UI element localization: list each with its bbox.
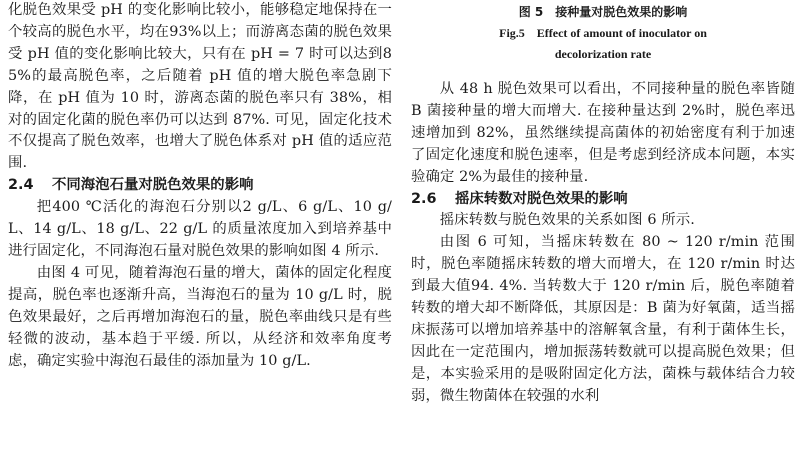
figure-caption-english-line-1: Fig.5 Effect of amount of inoculator on <box>499 26 707 40</box>
left-paragraph-3: 由图 4 可见，随着海泡石量的增大，菌体的固定化程度提高，脱色率也逐渐升高，当海泡石的量为 10 g/L 时，脱色效果最好，之后再增加海泡石的量，脱色率曲线只是有些轻微的波动，基本趋于平缓. 所以，从经济和效率角度考虑，确定实验中海泡石最佳的添加量为 10 g/L. <box>8 264 392 369</box>
figure-caption-english-line-2: decolorization rate <box>554 47 652 61</box>
left-paragraph-1: 化脱色效果受 pH 的变化影响比较小，能够稳定地保持在一个较高的脱色水平，均在93%以上；而游离态菌的脱色效果受 pH 值的变化影响比较大，只有在 pH = 7 时可以达到85%的最高脱色率，之后随着 pH 值的增大脱色率急剧下降，在 pH 值为 10 时，游离态菌的脱色率只有 38%，相对的固定化菌的脱色率仍可以达到 87%. 可见，固定化技术不仅提高了脱色效率，也增大了脱色体系对 pH 值的适应范围. <box>8 2 392 172</box>
figure-caption <box>411 2 795 65</box>
section-number: 2.6 <box>411 190 437 207</box>
section-title: 摇床转数对脱色效果的影响 <box>455 190 628 207</box>
right-paragraph-2: 摇床转数与脱色效果的关系如图 6 所示. <box>439 212 695 229</box>
figure-caption-chinese: 图 5 接种量对脱色效果的影响 <box>518 5 688 19</box>
left-column <box>8 0 392 372</box>
section-heading-2-4 <box>8 175 392 197</box>
right-column <box>411 0 795 408</box>
section-heading-2-6 <box>411 189 795 211</box>
section-title: 不同海泡石量对脱色效果的影响 <box>52 177 254 194</box>
right-paragraph-1: 从 48 h 脱色效果可以看出，不同接种量的脱色率皆随 B 菌接种量的增大而增大. 在接种量达到 2%时，脱色率迅速增加到 82%，虽然继续提高菌体的初始密度有利于加速了固定化速度和脱色速率，但是考虑到经济成本问题，本实验确定 2%为最佳的接种量. <box>411 81 795 185</box>
right-paragraph-3: 由图 6 可知，当摇床转数在 80 ~ 120 r/min 范围时，脱色率随摇床转数的增大而增大，在 120 r/min 时达到最大值94. 4%. 当转数大于 120 r/min 后，脱色率随着转数的增大却不断降低，其原因是：B 菌为好氧菌，适当摇床振荡可以增加培养基中的溶解氧含量，有利于菌体生长，因此在一定范围内，增加振荡转数就可以提高脱色效果；但是，本实验采用的是吸附固定化方法，菌株与载体结合力较弱，微生物菌体在较强的水利 <box>411 234 795 404</box>
section-number: 2.4 <box>8 177 34 194</box>
left-paragraph-2: 把400 ℃活化的海泡石分别以2 g/L、6 g/L、10 g/L、14 g/L、18 g/L、22 g/L 的质量浓度加入到培养基中进行固定化，不同海泡石量对脱色效果的影响如图 4 所示. <box>8 199 392 259</box>
